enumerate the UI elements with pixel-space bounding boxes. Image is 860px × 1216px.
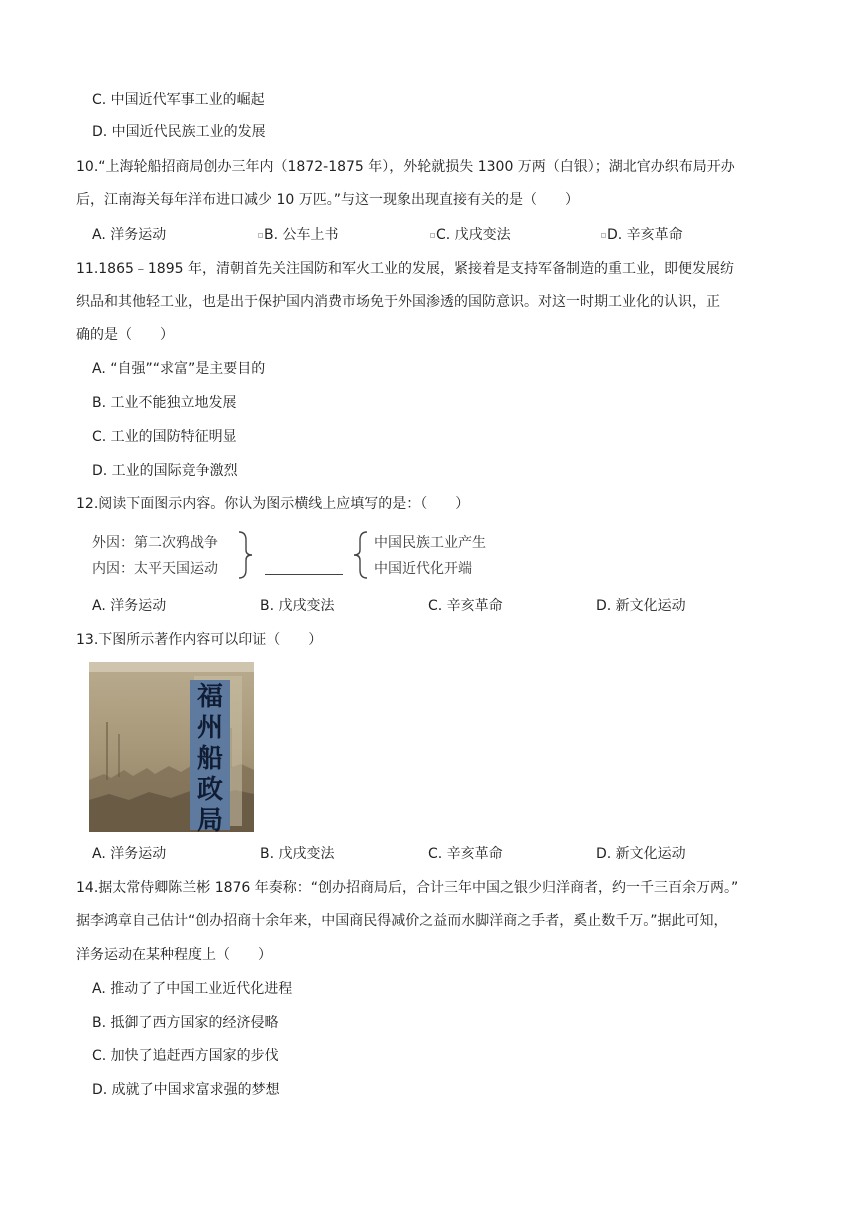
q10-stem-line2: 后，江南海关每年洋布进口减少 10 万匹。”与这一现象出现直接有关的是（ ）	[76, 192, 579, 208]
q13-option-a: A. 洋务运动	[92, 846, 167, 862]
q13-option-c: C. 辛亥革命	[428, 846, 503, 862]
q12-diagram	[92, 530, 512, 580]
q14-option-b: B. 抵御了西方国家的经济侵略	[92, 1015, 279, 1031]
option-marker-icon	[258, 233, 263, 238]
q10-stem-line1: 10.“上海轮船招商局创办三年内（1872-1875 年），外轮就损失 1300 万两（白银）；湖北官办织布局开办	[76, 159, 735, 175]
answer-blank-line	[265, 574, 343, 575]
book-cover-image	[89, 662, 254, 832]
q12-stem: 12.阅读下面图示内容。你认为图示横线上应填写的是：（ ）	[76, 496, 470, 512]
q14-stem-line1: 14.据太常侍卿陈兰彬 1876 年奏称：“创办招商局后，合计三年中国之银少归洋商者，约一千三百余万两。”	[76, 880, 739, 896]
q12-option-d: D. 新文化运动	[596, 598, 686, 614]
q11-option-a: A. “自强”“求富”是主要目的	[92, 361, 266, 377]
q11-option-c: C. 工业的国防特征明显	[92, 429, 237, 445]
q11-stem-line2: 织品和其他轻工业，也是出于保护国内消费市场免于外国渗透的国防意识。对这一时期工业化的认识，正	[76, 294, 720, 310]
q14-stem-line2: 据李鸿章自己估计“创办招商十余年来，中国商民得减价之益而水脚洋商之手者，奚止数千万。”据此可知，	[76, 913, 728, 929]
q13-option-d: D. 新文化运动	[596, 846, 686, 862]
option-marker-icon	[601, 233, 606, 238]
diagram-external-cause: 外因：第二次鸦战争	[92, 535, 218, 551]
diagram-result-industry: 中国民族工业产生	[374, 535, 486, 551]
q13-option-b: B. 戊戌变法	[260, 846, 335, 862]
option-marker-icon	[430, 233, 435, 238]
q12-option-a: A. 洋务运动	[92, 598, 167, 614]
q10-option-d: D. 辛亥革命	[601, 225, 683, 245]
book-title: 福州船政局	[196, 682, 223, 832]
q13-stem: 13.下图所示著作内容可以印证（ ）	[76, 632, 323, 648]
right-brace-icon	[236, 530, 256, 580]
q11-option-b: B. 工业不能独立地发展	[92, 395, 237, 411]
q11-stem-line1: 11.1865﹣1895 年，清朝首先关注国防和军火工业的发展，紧接着是支持军备制造的重工业，即便发展纺	[76, 261, 734, 277]
q11-stem-line3: 确的是（ ）	[76, 327, 174, 343]
q10-option-b: B. 公车上书	[258, 225, 339, 245]
q10-option-c: C. 戊戌变法	[430, 225, 511, 245]
q14-option-c: C. 加快了追赶西方国家的步伐	[92, 1048, 279, 1064]
q14-option-d: D. 成就了中国求富求强的梦想	[92, 1082, 280, 1098]
q9-option-c: C. 中国近代军事工业的崛起	[92, 92, 265, 108]
q14-option-a: A. 推动了了中国工业近代化进程	[92, 981, 293, 997]
q10-option-a: A. 洋务运动	[92, 227, 167, 243]
q12-option-c: C. 辛亥革命	[428, 598, 503, 614]
q11-option-d: D. 工业的国际竞争激烈	[92, 463, 238, 479]
left-brace-icon	[350, 530, 370, 580]
q14-stem-line3: 洋务运动在某种程度上（ ）	[76, 947, 272, 963]
q12-option-b: B. 戊戌变法	[260, 598, 335, 614]
q9-option-d: D. 中国近代民族工业的发展	[92, 124, 266, 140]
diagram-internal-cause: 内因：太平天国运动	[92, 561, 218, 577]
diagram-result-modernization: 中国近代化开端	[374, 561, 472, 577]
